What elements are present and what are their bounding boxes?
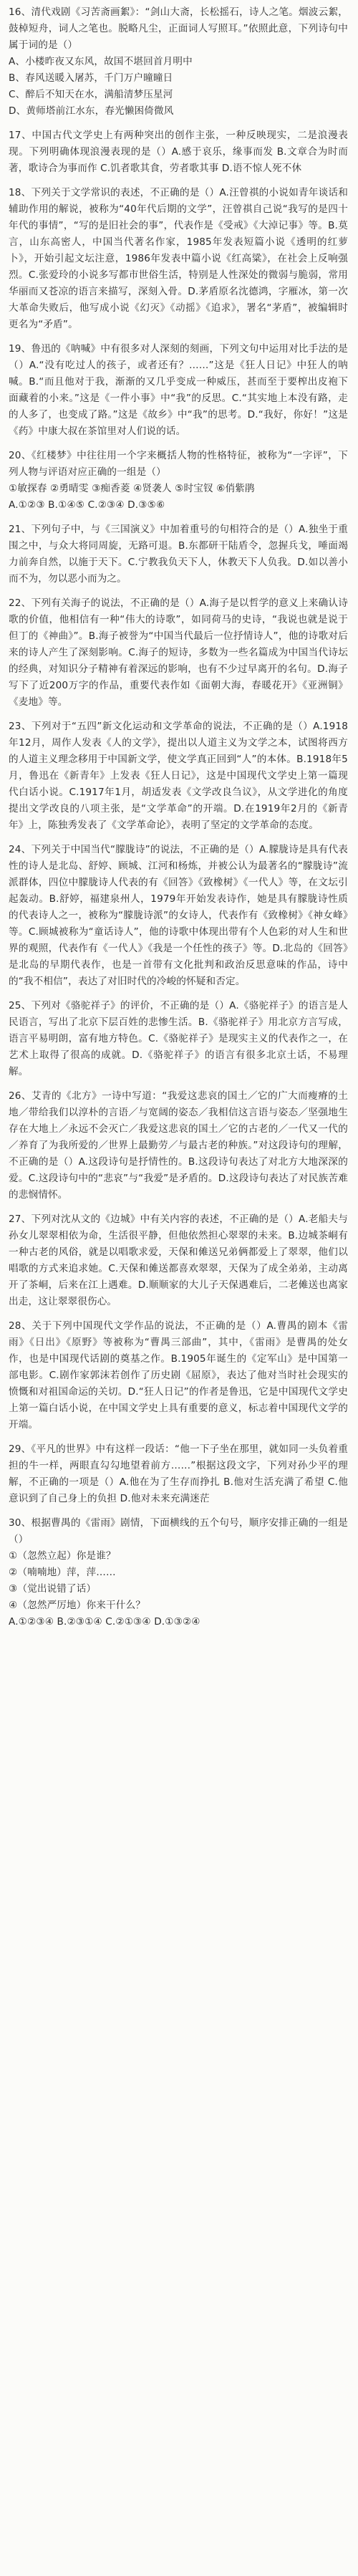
question-stem: 25、下列对《骆驼祥子》的评价，不正确的是（）A.《骆驼祥子》的语言是人民语言，写出了北京下层百姓的悲惨生活。B.《骆驼祥子》用北京方言写成，语言平易明朗，富有地方特色。C.《骆驼祥子》是现实主义的代表作之一，在艺术上取得了很高的成就。D.《骆驼祥子》的语言有很多北京土话，不易理解。 (9, 1000, 348, 1077)
question-stem: 17、中国古代文学史上有两种突出的创作主张，一种反映现实，二是浪漫表现。下列明确体现浪漫表现的是（）A.感于哀乐，缘事而发 B.文章合为时而著，歌诗合为事而作 C.饥者歌其食，劳者歌其事 D.语不惊人死不休 (9, 130, 348, 174)
question-stem: 23、下列对于“五四”新文化运动和文学革命的说法，不正确的是（）A.1918年12月，周作人发表《人的文学》，提出以人道主义为文学之本，试图将西方的人道主义理念移用于中国新文学，使文学真正回到“人”的本体。B.1918年5月，鲁迅在《新青年》上发表《狂人日记》，这是中国现代文学史上第一篇现代白话小说。C.1917年1月，胡适发表《文学改良刍议》，从文学进化的角度提出文学改良的八项主张，是“文学革命”的开端。D.在1919年2月的《新青年》上，陈独秀发表了《文学革命论》，表明了坚定的文学革命的态度。 (9, 721, 348, 831)
question (9, 1515, 348, 1630)
question-option: ③（觉出说错了话） (9, 1583, 97, 1595)
question (9, 719, 348, 834)
question-stem: 24、下列关于中国当代“朦胧诗”的说法，不正确的是（）A.朦胧诗是具有代表性的诗人是北岛、舒婷、顾城、江河和杨炼，并被公认为最著名的“朦胧诗”流派群体，四位中朦胧诗人代表的有《回答》《致橡树》《一代人》等，在文坛引起轰动。B.舒婷，福建泉州人，1979年开始发表诗作，她是具有朦胧诗性质的代表诗人之一，被称为“朦胧诗派”的女诗人，代表作有《致橡树》《神女峰》等。C.顾城被称为“童话诗人”，他的诗歌中体现出带有个人色彩的对人生和世界的观照，代表作有《一代人》《我是一个任性的孩子》等。D.北岛的《回答》是北岛的早期代表作，也是一首带有文化批判和政治反思意味的作品，诗中的“我不相信”，表达了对旧时代的冷峻的怀疑和否定。 (9, 844, 348, 987)
question-option: ①（忽然立起）你是谁？ (9, 1550, 116, 1562)
question-option: D、黄师塔前江水东，春光懒困倚微风 (9, 105, 174, 117)
question-option: A、小楼昨夜又东风，故国不堪回首月明中 (9, 56, 193, 67)
question-stem: 22、下列有关海子的说法，不正确的是（）A.海子是以哲学的意义上来确认诗歌的价值，他相信有一种“伟大的诗歌”，如同荷马的史诗，“我说也就是说于但丁的《神曲》”。B.海子被誉为“中国当代最后一位抒情诗人”，他的诗歌对后来的诗人产生了深刻影响。C.海子的短诗，多数为一些名篇成为中国当代诗坛的经典，对知识分子精神有着深远的影响，也有不少过早离开的名句。D.海子写下了近200万字的作品，重要代表作如《面朝大海，春暖花开》《亚洲铜》《麦地》等。 (9, 597, 348, 708)
question-option: ①敏探春 ②勇晴雯 ③痴香菱 ④贤袭人 ⑤时宝钗 ⑥俏紫鹃 (9, 483, 255, 494)
question-stem: 21、下列句子中，与《三国演义》中加着重号的句相符合的是（）A.独坐于重围之中，与众大将同周旋，无路可退。B.东都研干陆盾令，忽握兵戈，唾面竭力前奔自然，以施于天下。C.宁教我负天下人，休教天下人负我。D.如以善小而不为，勿以恶小而为之。 (9, 524, 348, 585)
question (9, 341, 348, 440)
question (9, 522, 348, 587)
question (9, 185, 348, 333)
question (9, 1318, 348, 1433)
question-stem: 28、关于下列中国现代文学作品的说法，不正确的是（）A.曹禺的剧本《雷雨》《日出》《原野》等被称为“曹禺三部曲”，其中，《雷雨》是曹禺的处女作，也是中国现代话剧的奠基之作。B.1905年诞生的《定军山》是中国第一部电影。C.剧作家郭沫若创作了历史剧《屈原》，表达了他对当时社会现实的愤慨和对祖国命运的关切。D.“狂人日记”的作者是鲁迅，它是中国现代文学史上第一篇白话小说，在中国文学史上具有重要的意义，标志着中国现代文学的开端。 (9, 1320, 348, 1431)
question (9, 595, 348, 711)
question (9, 1441, 348, 1507)
question-option: B、春风送暖入屠苏，千门万户曈曈日 (9, 72, 173, 84)
question-stem: 16、清代戏剧《习苦斋画絮》：“剑山大斋，长松摇石，诗人之笔。烟波云絮，鼓棹短舟，词人之笔也。脱略凡尘，正面词人写照耳。”依照此意，下列诗句中属于词的是（） (9, 6, 348, 51)
question-option: A.①②③④ B.②③①④ C.②①③④ D.①③②④ (9, 1616, 200, 1628)
question-option: ④（忽然严厉地）你来干什么？ (9, 1600, 146, 1611)
question-option: A.①②③ B.①④⑤ C.②③④ D.③⑤⑥ (9, 499, 165, 511)
question (9, 998, 348, 1080)
question (9, 1088, 348, 1203)
question-stem: 27、下列对沈从文的《边城》中有关内容的表述，不正确的是（）A.老船夫与孙女儿翠翠相依为命，生活很平静，但他依然担心翠翠的未来。B.边城茶峒有一种古老的风俗，就是以唱歌求爱，天保和傩送兄弟俩都爱上了翠翠，他们以唱歌的方式来追求她。C.天保和傩送都喜欢翠翠，天保为了成全弟弟，主动离开了茶峒，后来在江上遇难。D.顺顺家的大儿子天保遇难后，二老傩送也离家出走，这让翠翠很伤心。 (9, 1213, 348, 1307)
question-stem: 30、根据曹禺的《雷雨》剧情，下面横线的五个句号，顺序安排正确的一组是（） (9, 1517, 348, 1545)
question (9, 448, 348, 514)
question (9, 128, 348, 177)
question-stem: 20、《红楼梦》中往往用一个字来概括人物的性格特征，被称为“一字评”，下列人物与评语对应正确的一组是（） (9, 450, 348, 478)
question (9, 4, 348, 120)
question-stem: 26、艾青的《北方》一诗中写道：“我爱这悲哀的国土／它的广大而瘦瘠的土地／带给我们以淳朴的言语／与宽阔的姿态／我相信这言语与姿态／坚强地生存在大地上／永远不会灭亡／我爱这悲哀的国土／它的古老的／一代又一代的／养育了为我所爱的／世界上最勤劳／与最古老的种族。”对这段诗句的理解，不正确的是（）A.这段诗句是抒情性的。B.这段诗句表达了对北方大地深深的爱。C.这段诗句中的“悲哀”与“我爱”是矛盾的。D.这段诗句表达了对民族苦难的悲悯情怀。 (9, 1090, 348, 1201)
question-option: ②（喃喃地）萍，萍…… (9, 1567, 116, 1578)
question-stem: 29、《平凡的世界》中有这样一段话：“他一下子坐在那里，就如同一头负着重担的牛一样，两眼直勾勾地望着前方……”根据这段文字，下列对孙少平的理解，不正确的一项是（）A.他在为了生存而挣扎 B.他对生活充满了希望 C.他意识到了自己身上的负担 D.他对未来充满迷茫 (9, 1443, 348, 1504)
question-option: C、醉后不知天在水，满船清梦压星河 (9, 89, 173, 100)
question (9, 842, 348, 990)
question-stem: 19、鲁迅的《呐喊》中有很多对人深刻的刻画，下列文句中运用对比手法的是（）A.“没有吃过人的孩子，或者还有？……”这是《狂人日记》中狂人的呐喊。B.“而且他对于我，渐渐的又几乎变成一种威压，甚而至于要榨出皮袍下面藏着的小来。”这是《一件小事》中“我”的反思。C.“其实地上本没有路，走的人多了，也变成了路。”这是《故乡》中“我”的思考。D.“我好，你好！”这是《药》中康大叔在茶馆里对人们说的话。 (9, 343, 348, 437)
question-stem: 18、下列关于文学常识的表述，不正确的是（）A.汪曾祺的小说如青年谈话和辅助作用的解说，被称为“40年代后期的文学”，汪曾祺自己说“我写的是四十年代的事情”，“写的是旧社会的事”，代表作是《受戒》《大淖记事》等。B.莫言，山东高密人，中国当代著名作家，1985年发表短篇小说《透明的红萝卜》，开始引起文坛注意，1986年发表中篇小说《红高粱》，在社会上反响强烈。C.张爱玲的小说多写都市世俗生活，特别是人性深处的微弱与脆弱，常用华丽而又苍凉的语言来描写，深刻入骨。D.茅盾原名沈德鸿，字雁冰，第一次大革命失败后，他写成小说《幻灭》《动摇》《追求》，署名“茅盾”，被编辑时更名为“矛盾”。 (9, 187, 348, 330)
question (9, 1211, 348, 1310)
